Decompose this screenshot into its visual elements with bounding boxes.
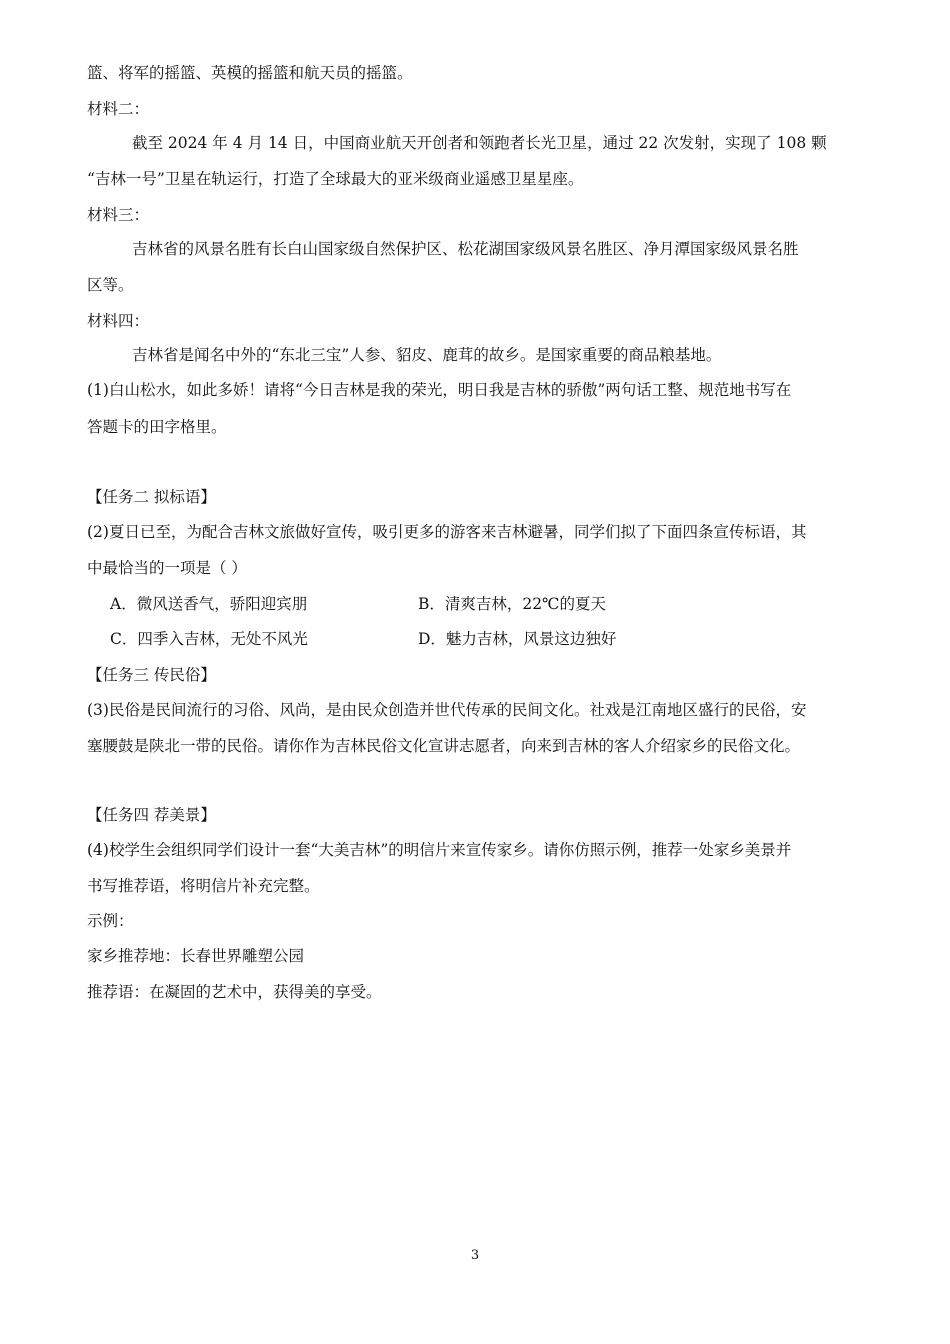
material-one-tail: 篮、将军的摇篮、英模的摇篮和航天员的摇篮。 [87,64,413,82]
question-3-line-1: (3)民俗是民间流行的习俗、风尚，是由民众创造并世代传承的民间文化。社戏是江南地区盛行的民俗，安 [87,701,807,719]
task-two-heading: 【任务二 拟标语】 [87,488,216,506]
question-1-line-2: 答题卡的田字格里。 [87,418,227,436]
task-four-heading: 【任务四 荐美景】 [87,806,216,824]
example-place: 家乡推荐地：长春世界雕塑公园 [87,947,305,965]
example-label: 示例： [87,912,134,930]
material-four-heading: 材料四： [87,312,150,330]
material-two-heading: 材料二： [87,100,150,118]
material-three-text-2: 区等。 [87,276,134,294]
option-a: A．微风送香气，骄阳迎宾朋 [110,595,308,613]
option-d: D．魅力吉林，风景这边独好 [418,630,617,648]
question-1-line-1: (1)白山松水，如此多娇！请将“今日吉林是我的荣光，明日我是吉林的骄傲”两句话工整、规范地书写在 [87,381,792,399]
question-3-line-2: 塞腰鼓是陕北一带的民俗。请你作为吉林民俗文化宣讲志愿者，向来到吉林的客人介绍家乡的民俗文化。 [87,737,801,755]
material-two-text-1: 截至 2024 年 4 月 14 日，中国商业航天开创者和领跑者长光卫星，通过 22 次发射，实现了 108 颗 [132,134,827,152]
example-recommendation: 推荐语：在凝固的艺术中，获得美的享受。 [87,983,382,1001]
material-four-text: 吉林省是闻名中外的“东北三宝”人参、貂皮、鹿茸的故乡。是国家重要的商品粮基地。 [132,346,722,364]
material-three-text-1: 吉林省的风景名胜有长白山国家级自然保护区、松花湖国家级风景名胜区、净月潭国家级风景名胜 [132,240,799,258]
question-2-line-1: (2)夏日已至，为配合吉林文旅做好宣传，吸引更多的游客来吉林避暑，同学们拟了下面四条宣传标语，其 [87,523,807,541]
question-4-line-1: (4)校学生会组织同学们设计一套“大美吉林”的明信片来宣传家乡。请你仿照示例，推荐一处家乡美景并 [87,841,792,859]
option-b: B．清爽吉林，22℃的夏天 [418,595,606,613]
question-2-line-2: 中最恰当的一项是（ ） [87,559,247,577]
page-number: 3 [470,1248,480,1263]
task-three-heading: 【任务三 传民俗】 [87,666,216,684]
material-two-text-2: “吉林一号”卫星在轨运行，打造了全球最大的亚米级商业遥感卫星星座。 [87,170,584,188]
material-three-heading: 材料三： [87,206,150,224]
question-4-line-2: 书写推荐语，将明信片补充完整。 [87,877,320,895]
option-c: C．四季入吉林，无处不风光 [110,630,308,648]
